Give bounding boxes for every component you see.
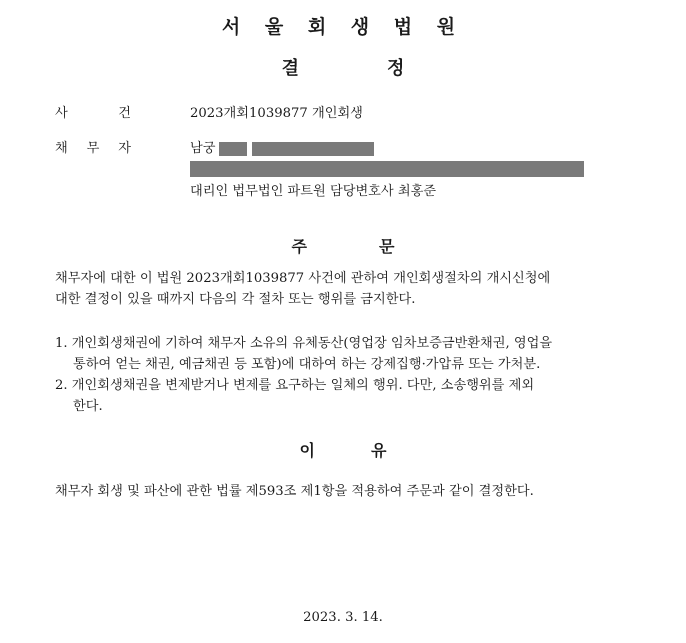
reason-heading: 이 유 (299, 441, 387, 460)
debtor-label: 채 무 자 (55, 141, 131, 156)
redaction-debtor-name (219, 142, 247, 156)
order-intro-line-1: 채무자에 대한 이 법원 2023개회1039877 사건에 관하여 개인회생절차의 개시신청에 (55, 271, 551, 286)
decision-date: 2023. 3. 14. (303, 610, 383, 625)
document-type (0, 57, 686, 81)
redaction-debtor-id (252, 142, 374, 156)
order-item-2-line-2: 한다. (73, 399, 103, 414)
reason-text: 채무자 회생 및 파산에 관한 법률 제593조 제1항을 적용하여 주문과 같이 결정한다. (55, 484, 534, 499)
redaction-debtor-address (190, 161, 584, 177)
document-type-char-1: 결 (281, 58, 299, 79)
document-type-char-2: 정 (387, 58, 405, 79)
case-number: 2023개회1039877 개인회생 (190, 106, 363, 121)
debtor-name: 남궁 (190, 141, 216, 156)
legal-representative: 대리인 법무법인 파트원 담당변호사 최홍준 (190, 184, 437, 199)
court-name: 서 울 회 생 법 원 (221, 16, 465, 38)
order-item-1-line-1: 1. 개인회생채권에 기하여 채무자 소유의 유체동산(영업장 임차보증금반환채권, 영업을 (55, 336, 553, 351)
order-item-2-line-1: 2. 개인회생채권을 변제받거나 변제를 요구하는 일체의 행위. 다만, 소송행위를 제외 (55, 378, 535, 393)
order-item-1-line-2: 통하여 얻는 채권, 예금채권 등 포함)에 대하여 하는 강제집행·가압류 또는 가처분. (73, 357, 541, 372)
order-intro-line-2: 대한 결정이 있을 때까지 다음의 각 절차 또는 행위를 금지한다. (55, 292, 416, 307)
order-heading: 주 문 (291, 237, 395, 256)
case-label: 사 건 (55, 106, 131, 121)
